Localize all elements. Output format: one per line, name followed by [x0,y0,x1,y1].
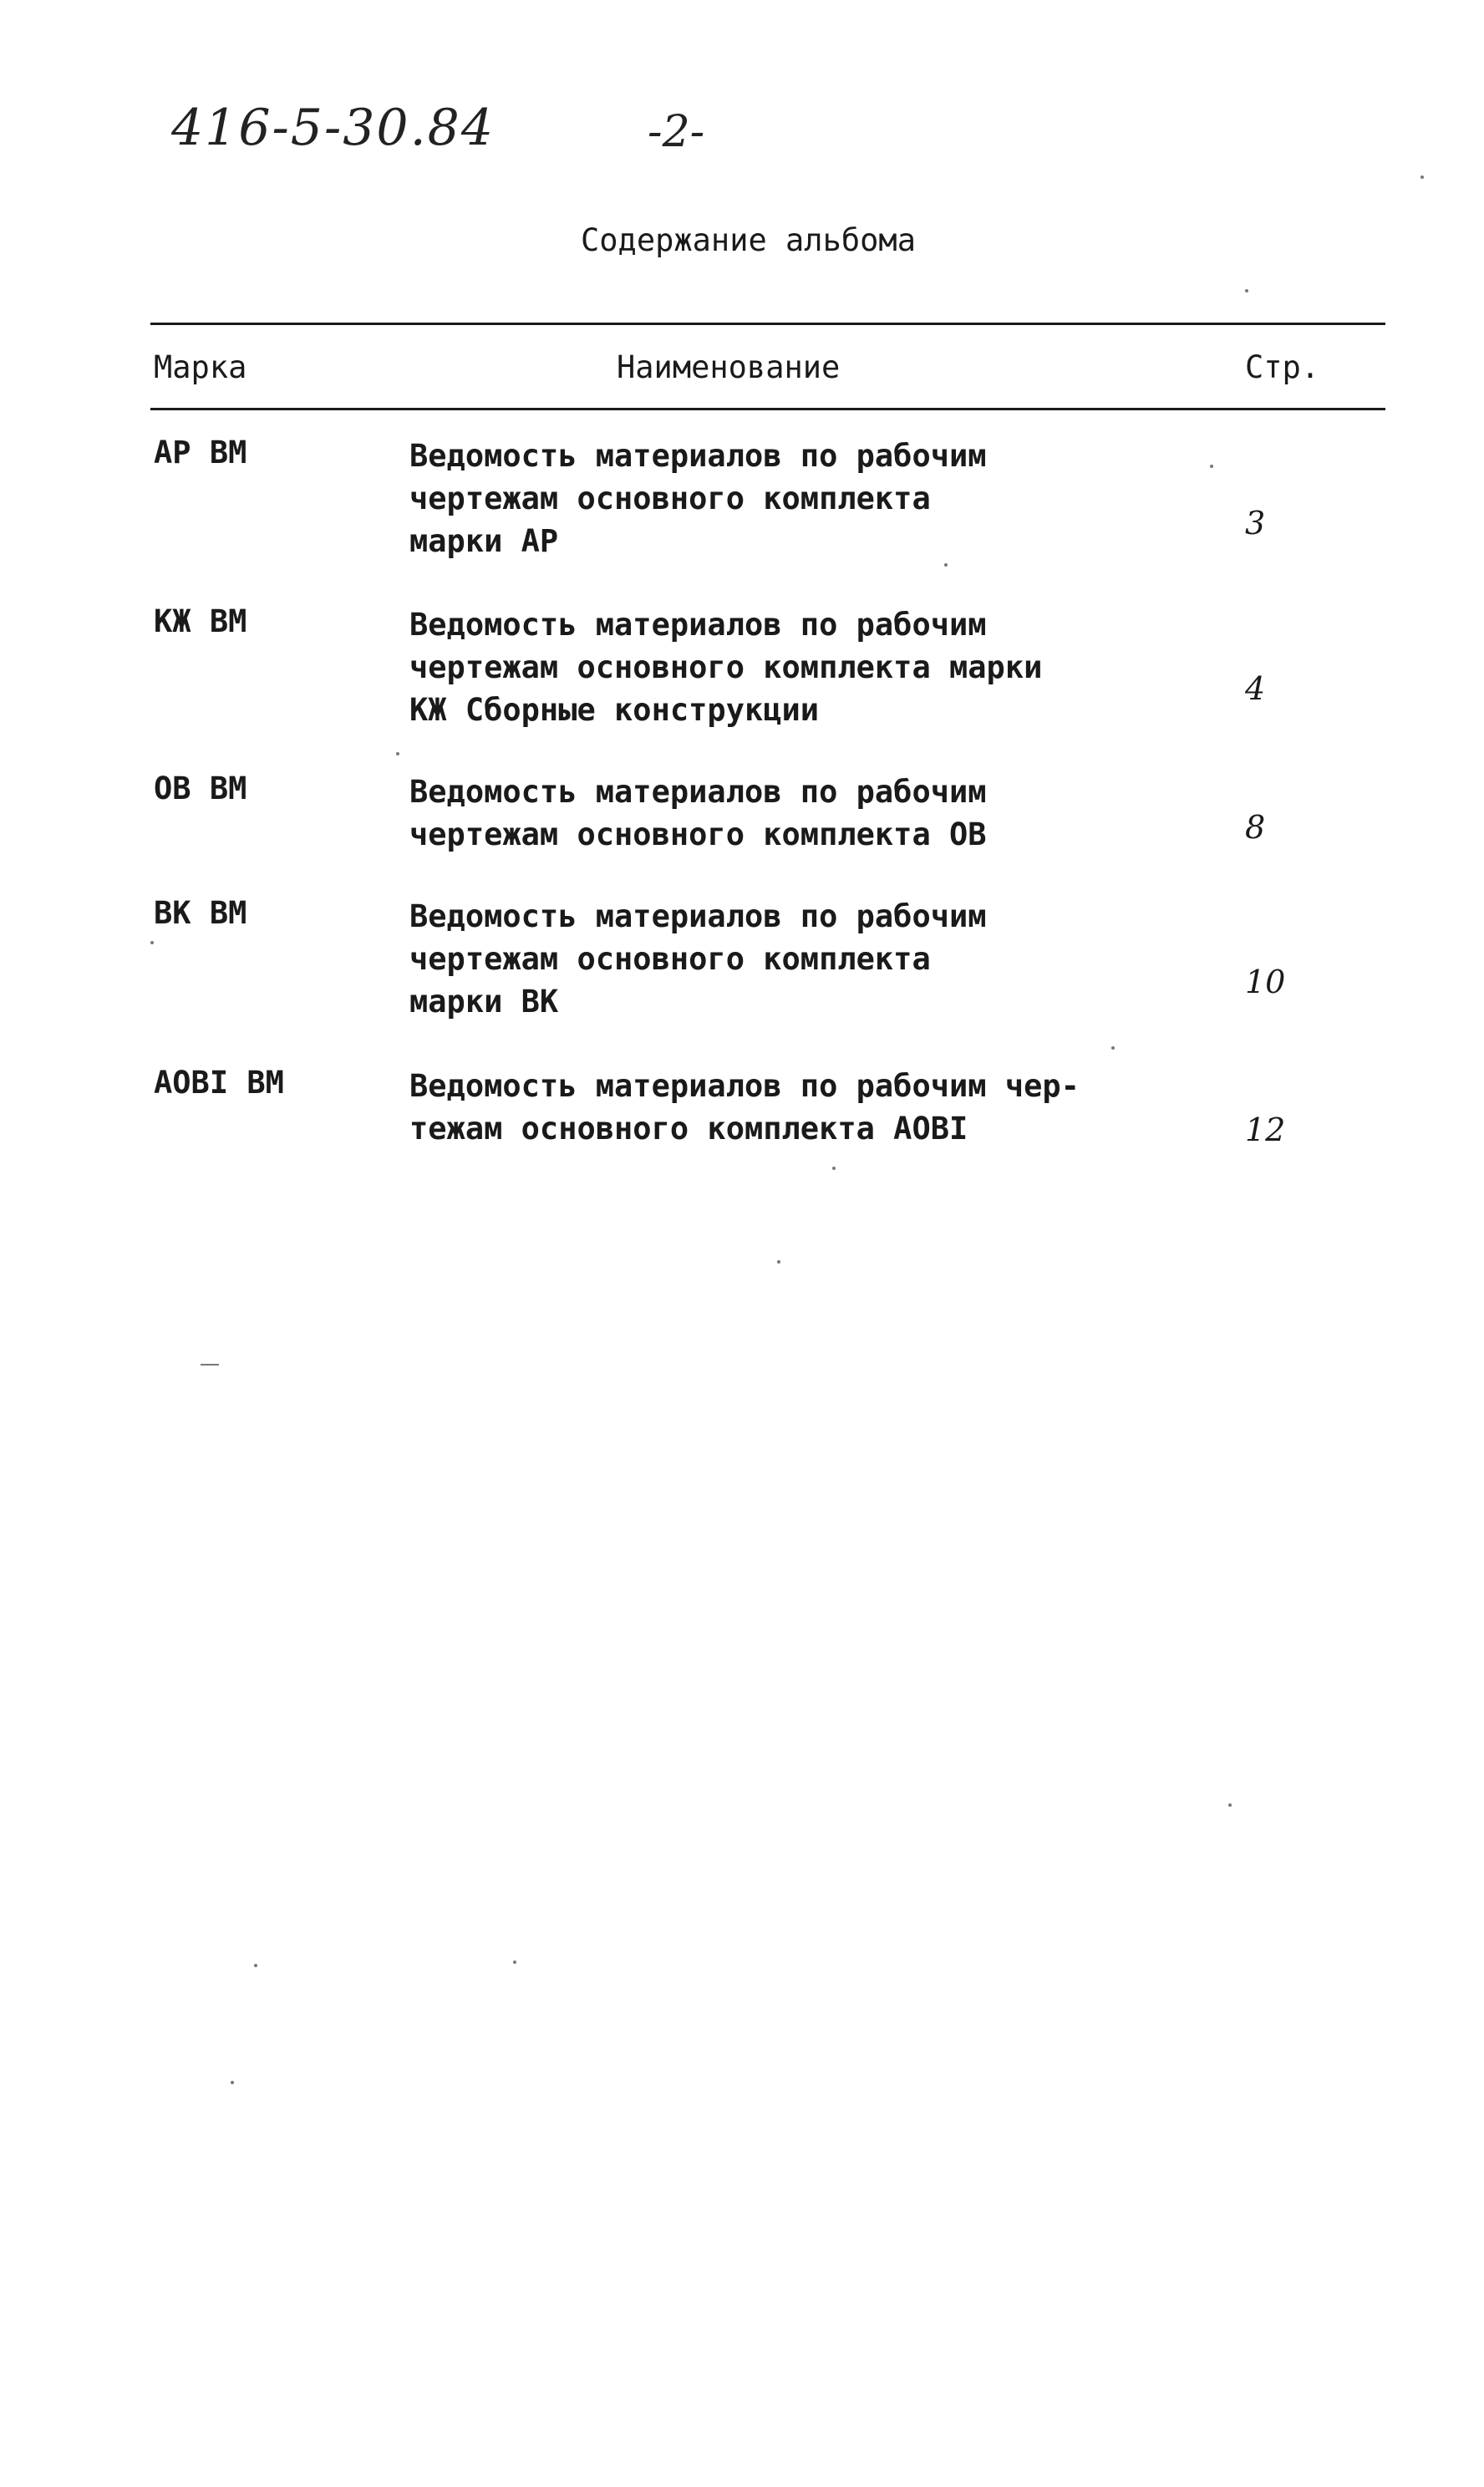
column-header-mark: Марка [154,349,247,385]
scan-speck [1228,1803,1232,1807]
column-header-name: Наименование [617,349,841,385]
row-name [409,771,1044,856]
row-page: 12 [1245,1111,1286,1148]
row-mark: ВК ВМ [154,895,247,931]
scan-speck [254,1964,257,1967]
column-header-page: Стр. [1245,349,1320,385]
row-name-line: чертежам основного комплекта [409,481,931,516]
row-mark: ОВ ВМ [154,771,247,806]
row-name [409,603,1044,731]
row-name-line: марки АР [409,523,559,559]
row-name-line: Ведомость материалов по рабочим [409,774,987,810]
row-mark: АОВI ВМ [154,1065,284,1101]
row-name-line: Ведомость материалов по рабочим [409,607,987,643]
row-name-line: Ведомость материалов по рабочим [409,898,987,934]
scan-speck [1245,289,1248,292]
table-header-rule [150,408,1385,410]
scan-speck [396,752,399,755]
row-name-line: Ведомость материалов по рабочим чер- [409,1068,1080,1104]
scan-speck [944,563,948,567]
row-name-line: чертежам основного комплекта марки [409,649,1043,685]
scan-speck [832,1167,836,1170]
row-name-line: чертежам основного комплекта ОВ [409,816,987,852]
document-code: 416-5-30.84 [171,99,496,157]
scan-speck [777,1260,780,1264]
album-contents-title: Содержание альбома [581,222,916,258]
row-name-line: КЖ Сборные конструкции [409,692,820,728]
row-page: 4 [1245,670,1266,707]
row-page: 3 [1245,505,1266,542]
row-name-line: тежам основного комплекта АОВI [409,1111,968,1147]
row-mark: КЖ ВМ [154,603,247,639]
row-page: 8 [1245,809,1266,846]
scan-speck [1420,175,1424,179]
row-name [409,435,1044,562]
scan-speck [1210,465,1213,468]
scan-speck [513,1961,516,1964]
scan-speck [201,1364,219,1366]
row-name [409,1065,1080,1150]
table-top-rule [150,323,1385,325]
row-mark: АР ВМ [154,435,247,470]
page-number: -2- [648,107,705,157]
scan-speck [150,941,154,944]
scan-speck [1111,1046,1115,1050]
row-name [409,895,1044,1023]
row-name-line: Ведомость материалов по рабочим [409,438,987,474]
row-name-line: марки ВК [409,984,559,1020]
row-page: 10 [1245,964,1286,1000]
row-name-line: чертежам основного комплекта [409,941,931,977]
scan-speck [231,2081,234,2084]
